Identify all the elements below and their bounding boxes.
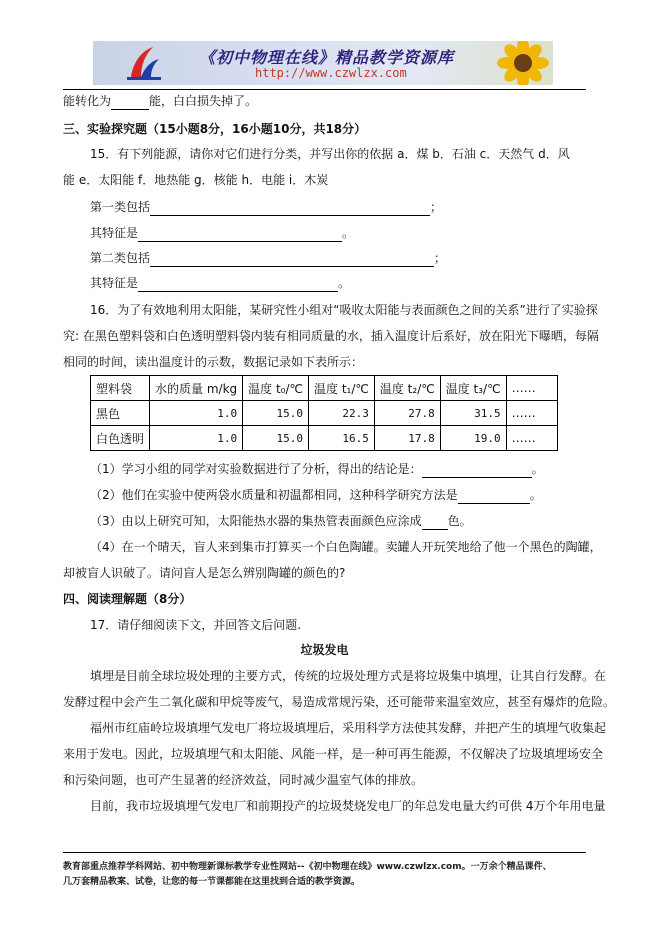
answer-blank[interactable]: [150, 250, 434, 267]
q16-sub3: [90, 513, 472, 530]
table-cell: ……: [506, 401, 557, 426]
header-banner: [93, 41, 553, 85]
answer-blank[interactable]: [458, 487, 530, 504]
table-cell: 17.8: [374, 426, 440, 451]
text-fragment: 能，白白损失掉了。: [149, 94, 258, 108]
answer-blank[interactable]: [422, 513, 448, 530]
text-fragment: 。: [529, 488, 542, 502]
footer-rule: [63, 852, 586, 853]
answer-blank[interactable]: [111, 93, 149, 110]
q16-line1: 16．为了有效地利用太阳能，某研究性小组对“吸收太阳能与表面颜色之间的关系”进行了实验探: [90, 303, 598, 317]
table-header-cell: 塑料袋: [91, 376, 150, 401]
table-cell: 31.5: [440, 401, 506, 426]
q16-line2: 究: 在黑色塑料袋和白色透明塑料袋内装有相同质量的水，插入温度计后系好，放在阳光下曝晒，每隔: [63, 329, 599, 343]
q15-line1: 15．有下列能源，请你对它们进行分类，并写出你的依据 a．煤 b．石油 c．天然气 d．风: [90, 147, 570, 161]
text-fragment: （2）他们在实验中使两袋水质量和初温都相同，这种科学研究方法是: [90, 488, 458, 502]
q15-line2: 能 e．太阳能 f．地热能 g．核能 h．电能 i．木炭: [63, 173, 329, 187]
table-header-cell: 温度 t₂/℃: [374, 376, 440, 401]
table-cell: 黑色: [91, 401, 150, 426]
site-logo-icon: [123, 43, 163, 83]
text-fragment: 第一类包括: [90, 200, 151, 214]
q15-feature2: [90, 275, 350, 292]
table-row: [91, 426, 558, 451]
text-fragment: 。: [342, 226, 355, 240]
header-rule: [63, 89, 586, 90]
table-cell: 1.0: [150, 426, 243, 451]
text-fragment: （1）学习小组的同学对实验数据进行了分析，得出的结论是：: [90, 462, 422, 476]
text-fragment: 第二类包括: [90, 251, 151, 265]
text-fragment: ；: [430, 200, 443, 214]
answer-blank[interactable]: [138, 225, 342, 242]
table-cell: 15.0: [243, 401, 309, 426]
table-cell: 27.8: [374, 401, 440, 426]
footer-line2: 几万套精品教案、试卷，让您的每一节课都能在这里找到合适的教学资源。: [63, 877, 361, 887]
text-fragment: 。: [338, 276, 351, 290]
q16-sub1: [90, 461, 544, 478]
table-cell: 16.5: [309, 426, 375, 451]
table-cell: 白色透明: [91, 426, 150, 451]
text-fragment: 其特征是: [90, 276, 139, 290]
section-4-heading: 四、阅读理解题（8分）: [63, 592, 192, 606]
q15-feature1: [90, 225, 354, 242]
footer-line1: 教育部重点推荐学科网站、初中物理新课标教学专业性网站--《初中物理在线》www.czwlzx.com。一万余个精品课件、: [63, 862, 552, 872]
article-p1-line1: 填埋是目前全球垃圾处理的主要方式，传统的垃圾处理方式是将垃圾集中填埋，让其自行发酵。在: [90, 669, 607, 683]
text-fragment: 能转化为: [63, 94, 112, 108]
banner-url[interactable]: http://www.czwlzx.com: [255, 66, 407, 80]
text-fragment: 其特征是: [90, 226, 139, 240]
text-fragment: ；: [434, 251, 447, 265]
text-fragment: （3）由以上研究可知，太阳能热水器的集热管表面颜色应涂成: [90, 514, 422, 528]
table-row: [91, 401, 558, 426]
answer-blank[interactable]: [150, 199, 430, 216]
article-p2-line2: 来用于发电。因此，垃圾填埋气和太阳能、风能一样，是一种可再生能源，不仅解决了垃圾填埋场安全: [63, 747, 604, 761]
table-header-cell: 温度 t₀/℃: [243, 376, 309, 401]
q16-sub4-line2: 却被盲人识破了。请问盲人是怎么辨别陶罐的颜色的?: [63, 566, 346, 580]
banner-title: 《初中物理在线》精品教学资源库: [199, 48, 455, 67]
article-title: 垃圾发电: [300, 643, 349, 657]
article-p2-line1: 福州市红庙岭垃圾填埋气发电厂将垃圾填埋后，采用科学方法使其发酵，并把产生的填埋气收集起: [90, 721, 607, 735]
q16-sub2: [90, 487, 542, 504]
q15-category1: [90, 199, 442, 216]
table-cell: 19.0: [440, 426, 506, 451]
table-cell: ……: [506, 426, 557, 451]
line-energy: [63, 93, 257, 110]
table-cell: 1.0: [150, 401, 243, 426]
text-fragment: 。: [531, 462, 544, 476]
answer-blank[interactable]: [422, 461, 532, 478]
section-3-heading: 三、实验探究题（15小题8分，16小题10分，共18分）: [63, 122, 367, 136]
q15-category2: [90, 250, 446, 267]
q17-prompt: 17．请仔细阅读下文，并回答文后问题.: [90, 618, 302, 632]
text-fragment: 色。: [447, 514, 472, 528]
article-p3-line1: 目前，我市垃圾填埋气发电厂和前期投产的垃圾焚烧发电厂的年总发电量大约可供 4万个年用电量: [90, 799, 606, 813]
table-cell: 22.3: [309, 401, 375, 426]
table-header-cell: 水的质量 m/kg: [150, 376, 243, 401]
answer-blank[interactable]: [138, 275, 338, 292]
table-header-cell: 温度 t₃/℃: [440, 376, 506, 401]
sunflower-icon: [493, 41, 553, 85]
table-header-row: [91, 376, 558, 401]
article-p1-line2: 发酵过程中会产生二氧化碳和甲烷等废气，易造成常规污染，还可能带来温室效应，甚至有爆炸的危险。: [63, 695, 616, 709]
table-header-cell: ……: [506, 376, 557, 401]
data-table: [90, 375, 558, 451]
q16-sub4-line1: （4）在一个晴天，盲人来到集市打算买一个白色陶罐。卖罐人开玩笑地给了他一个黑色的陶罐，: [90, 540, 602, 554]
table-cell: 15.0: [243, 426, 309, 451]
q16-line3: 相同的时间，读出温度计的示数，数据记录如下表所示：: [63, 355, 364, 369]
article-p2-line3: 和污染问题，也可产生显著的经济效益，同时减少温室气体的排放。: [63, 773, 424, 787]
table-header-cell: 温度 t₁/℃: [309, 376, 375, 401]
